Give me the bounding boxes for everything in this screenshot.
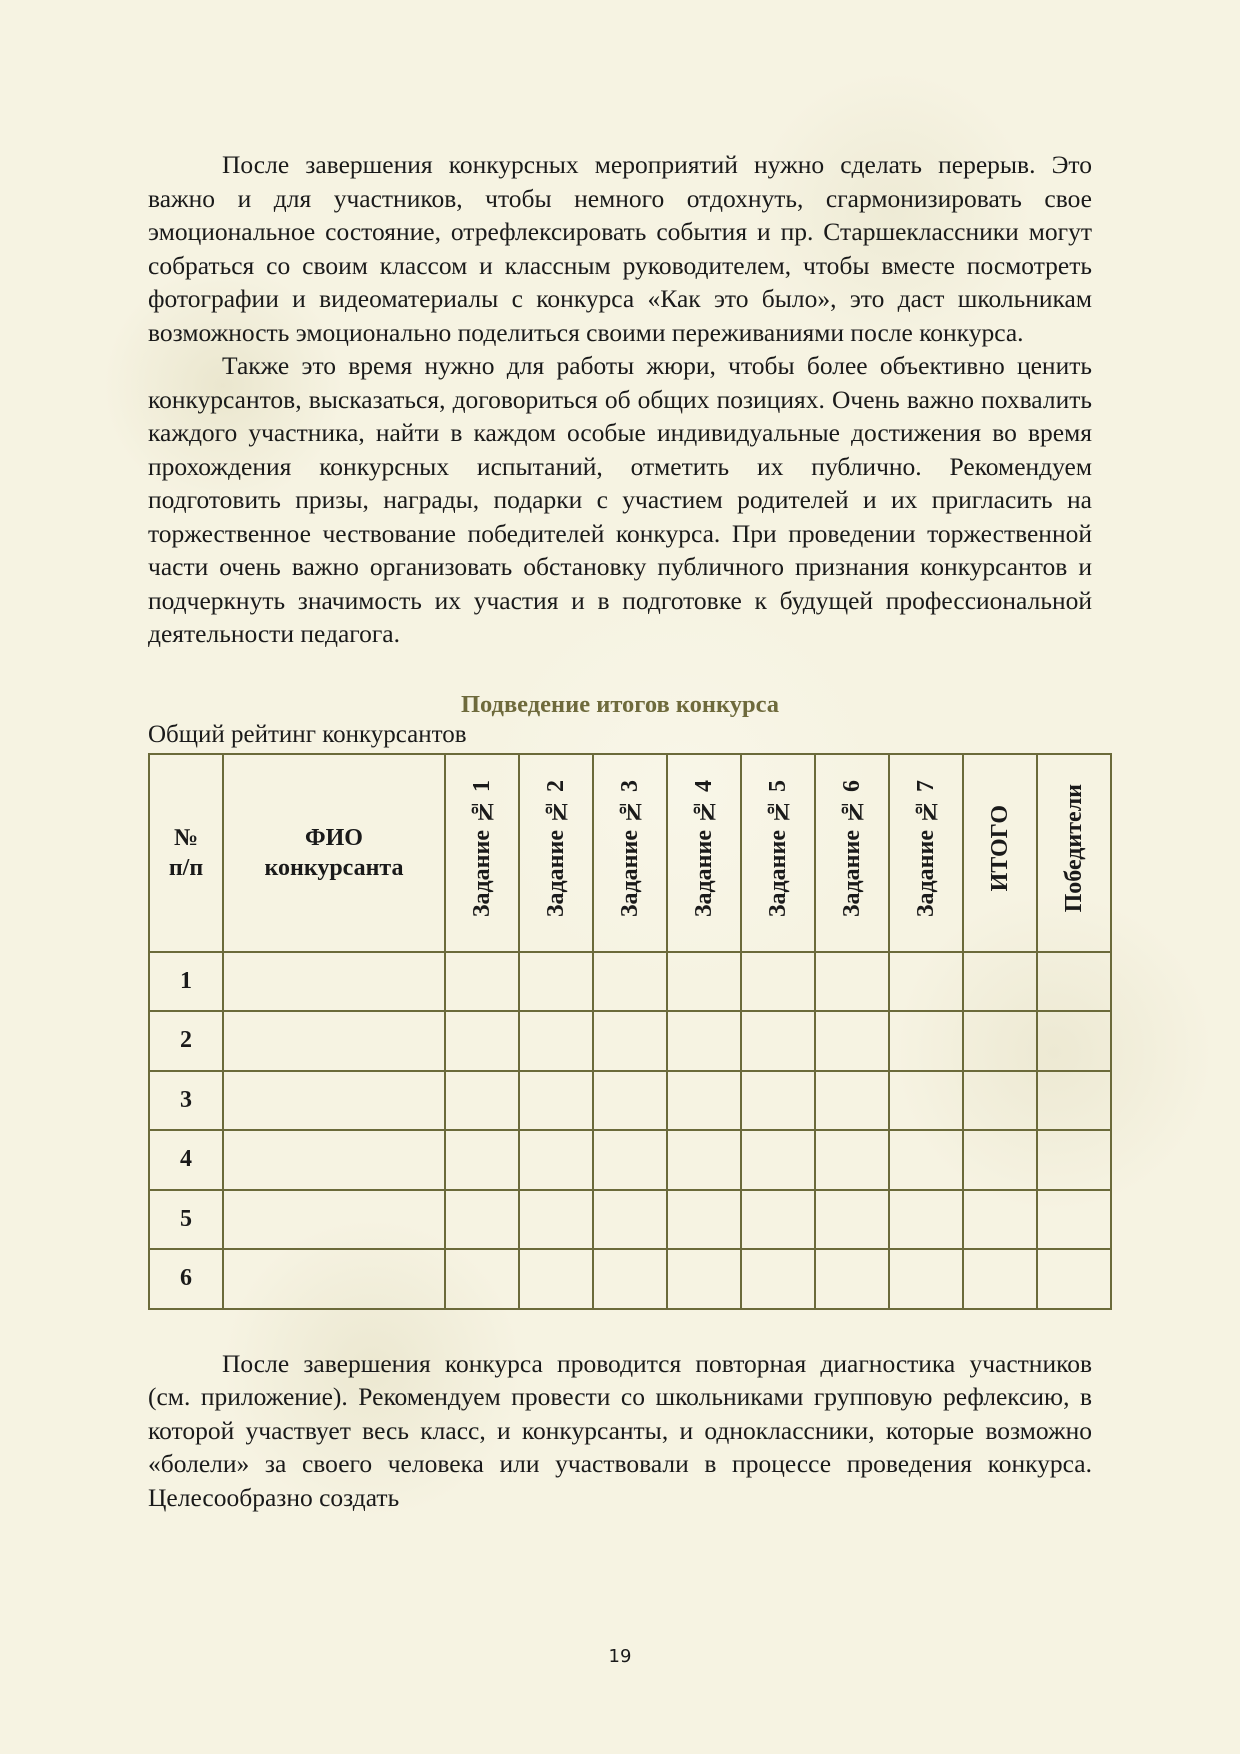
table-caption: Общий рейтинг конкурсантов	[148, 720, 467, 748]
cell-score[interactable]	[667, 1011, 741, 1071]
cell-score[interactable]	[519, 952, 593, 1012]
header-total: ИТОГО	[963, 754, 1037, 952]
cell-score[interactable]	[815, 1190, 889, 1250]
cell-total[interactable]	[963, 1130, 1037, 1190]
cell-total[interactable]	[963, 952, 1037, 1012]
cell-score[interactable]	[445, 1130, 519, 1190]
cell-score[interactable]	[445, 952, 519, 1012]
cell-score[interactable]	[741, 1249, 815, 1309]
cell-winner[interactable]	[1037, 1011, 1111, 1071]
header-task-1: Задание № 1	[445, 754, 519, 952]
header-winners: Победители	[1037, 754, 1111, 952]
paragraph-1: После завершения конкурсных мероприятий нужно сделать перерыв. Это важно и для участников, чтобы немного отдохнуть, сгармонизировать свое эмоциональное состояние, отрефлексировать события и пр. Старшеклассники могут собраться со своим классом и классным руководителем, чтобы вместе посмотреть фотографии и видеоматериалы с конкурса «Как это было», это даст школьникам возможность эмоционально поделиться своими переживаниями после конкурса.	[148, 150, 1092, 347]
row-number: 2	[149, 1011, 223, 1071]
paragraph-2: Также это время нужно для работы жюри, чтобы более объективно ценить конкурсантов, высказаться, договориться об общих позициях. Очень важно похвалить каждого участника, найти в каждом особые индивидуальные достижения во время прохождения конкурсных испытаний, отметить их публично. Рекомендуем подготовить призы, награды, подарки с участием родителей и их пригласить на торжественное чествование победителей конкурса. При проведении торжественной части очень важно организовать обстановку публичного признания конкурсантов и подчеркнуть значимость их участия и в подготовке к будущей профессиональной деятельности педагога.	[148, 351, 1092, 648]
table-row	[149, 1071, 1111, 1131]
cell-score[interactable]	[741, 1071, 815, 1131]
cell-score[interactable]	[667, 1130, 741, 1190]
page-content	[148, 148, 1092, 1514]
cell-winner[interactable]	[1037, 1190, 1111, 1250]
cell-score[interactable]	[889, 1130, 963, 1190]
cell-score[interactable]	[667, 1071, 741, 1131]
cell-total[interactable]	[963, 1071, 1037, 1131]
row-number: 4	[149, 1130, 223, 1190]
cell-score[interactable]	[667, 952, 741, 1012]
cell-score[interactable]	[445, 1249, 519, 1309]
cell-name[interactable]	[223, 1011, 445, 1071]
cell-name[interactable]	[223, 1130, 445, 1190]
cell-score[interactable]	[519, 1249, 593, 1309]
header-name-line2: конкурсанта	[264, 854, 404, 881]
cell-score[interactable]	[889, 1249, 963, 1309]
header-task-4: Задание № 4	[667, 754, 741, 952]
paragraph-3: После завершения конкурса проводится повторная диагностика участников (см. приложение). Рекомендуем провести со школьниками групповую рефлексию, в которой участвует весь класс, и конкурсанты, и одноклассники, которые возможно «болели» за своего человека или участвовали в процессе проведения конкурса. Целесообразно создать	[148, 1348, 1092, 1512]
cell-score[interactable]	[593, 1249, 667, 1309]
cell-score[interactable]	[445, 1071, 519, 1131]
table-row	[149, 1190, 1111, 1250]
cell-score[interactable]	[667, 1190, 741, 1250]
cell-score[interactable]	[741, 1130, 815, 1190]
table-row	[149, 1011, 1111, 1071]
cell-total[interactable]	[963, 1190, 1037, 1250]
cell-score[interactable]	[815, 952, 889, 1012]
cell-name[interactable]	[223, 1071, 445, 1131]
header-name	[223, 754, 445, 952]
page-number: 19	[608, 1646, 632, 1667]
cell-score[interactable]	[593, 1071, 667, 1131]
cell-score[interactable]	[519, 1190, 593, 1250]
cell-score[interactable]	[445, 1011, 519, 1071]
cell-score[interactable]	[593, 952, 667, 1012]
cell-score[interactable]	[593, 1011, 667, 1071]
rating-table	[148, 753, 1112, 1310]
header-task-6: Задание № 6	[815, 754, 889, 952]
cell-score[interactable]	[519, 1130, 593, 1190]
cell-score[interactable]	[741, 952, 815, 1012]
cell-score[interactable]	[815, 1071, 889, 1131]
header-number-line2: п/п	[168, 854, 204, 881]
cell-score[interactable]	[741, 1190, 815, 1250]
header-task-7: Задание № 7	[889, 754, 963, 952]
cell-score[interactable]	[741, 1011, 815, 1071]
cell-score[interactable]	[593, 1130, 667, 1190]
table-row	[149, 1130, 1111, 1190]
table-header-row	[149, 754, 1111, 952]
header-task-3: Задание № 3	[593, 754, 667, 952]
header-number-line1: №	[173, 824, 199, 851]
table-row	[149, 1249, 1111, 1309]
cell-winner[interactable]	[1037, 1249, 1111, 1309]
cell-score[interactable]	[667, 1249, 741, 1309]
cell-score[interactable]	[889, 1190, 963, 1250]
header-name-line1: ФИО	[305, 824, 363, 851]
cell-name[interactable]	[223, 1190, 445, 1250]
cell-score[interactable]	[815, 1130, 889, 1190]
section-title: Подведение итогов конкурса	[460, 690, 780, 718]
cell-name[interactable]	[223, 1249, 445, 1309]
header-task-2: Задание № 2	[519, 754, 593, 952]
cell-total[interactable]	[963, 1011, 1037, 1071]
cell-score[interactable]	[445, 1190, 519, 1250]
table-row	[149, 952, 1111, 1012]
cell-total[interactable]	[963, 1249, 1037, 1309]
row-number: 3	[149, 1071, 223, 1131]
cell-score[interactable]	[519, 1011, 593, 1071]
header-number	[149, 754, 223, 952]
cell-name[interactable]	[223, 952, 445, 1012]
cell-score[interactable]	[889, 952, 963, 1012]
row-number: 1	[149, 952, 223, 1012]
row-number: 6	[149, 1249, 223, 1309]
row-number: 5	[149, 1190, 223, 1250]
cell-score[interactable]	[519, 1071, 593, 1131]
cell-score[interactable]	[593, 1190, 667, 1250]
cell-score[interactable]	[815, 1011, 889, 1071]
cell-score[interactable]	[815, 1249, 889, 1309]
cell-winner[interactable]	[1037, 1130, 1111, 1190]
cell-winner[interactable]	[1037, 1071, 1111, 1131]
cell-winner[interactable]	[1037, 952, 1111, 1012]
cell-score[interactable]	[889, 1071, 963, 1131]
cell-score[interactable]	[889, 1011, 963, 1071]
header-task-5: Задание № 5	[741, 754, 815, 952]
